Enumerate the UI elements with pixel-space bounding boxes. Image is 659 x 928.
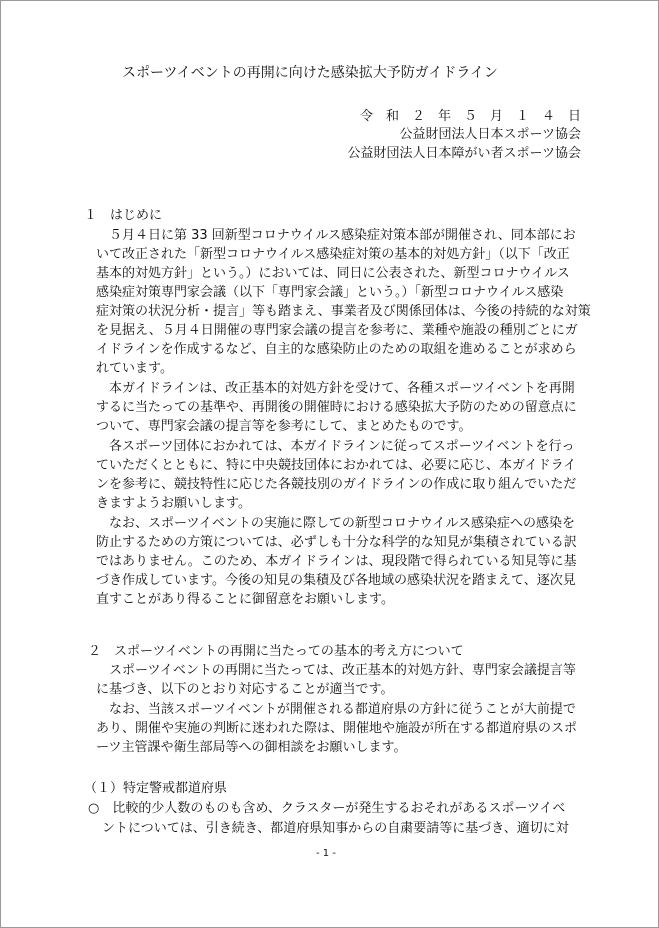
paragraph-line: ついて、専門家会議の提言等を参考にして、まとめたものです。: [96, 419, 472, 434]
paragraph-line: するに当たっての基準や、再開後の開催時における感染拡大予防のための留意点に: [96, 400, 577, 415]
paragraph-line: なお、スポーツイベントの実施に際しての新型コロナウイルス感染症への感染を: [109, 516, 576, 531]
paragraph-line: を見据え、５月４日開催の専門家会議の提言を参考に、業種や施設の種別ごとにガ: [96, 323, 578, 338]
paragraph-line: 症対策の状況分析・提言」等も踏まえ、事業者及び関係団体は、今後の持続的な対策: [96, 304, 591, 319]
paragraph-line: ンを参考に、競技特性に応じた各競技別のガイドラインの作成に取り組んでいただ: [96, 477, 577, 492]
bullet-item-line: ントについては、引き続き、都道府県知事からの自粛要請等に基づき、適切に対: [102, 821, 569, 836]
paragraph-line: 感染症対策専門家会議（以下「専門家会議」という。）「新型コロナウイルス感染: [96, 285, 564, 300]
paragraph-line: きますようお願いします。: [96, 496, 251, 511]
section-2-heading: ２ スポーツイベントの再開に当たっての基本的考え方について: [88, 644, 464, 659]
paragraph-line: 本ガイドラインは、改正基本的対処方針を受けて、各種スポーツイベントを再開: [109, 381, 575, 396]
page-number: - 1 -: [316, 848, 336, 859]
paragraph-line: スポーツイベントの再開に当たっては、改正基本的対処方針、専門家会議提言等: [109, 663, 576, 678]
paragraph-line: 基本的対処方針」という。）においては、同日に公表された、新型コロナウイルス: [96, 266, 570, 281]
issuer-line-2: 公益財団法人日本障がい者スポーツ協会: [347, 146, 581, 161]
paragraph-line: なお、当該スポーツイベントが開催される都道府県の方針に従うことが大前提で: [109, 702, 576, 717]
paragraph-line: れています。: [96, 361, 173, 376]
document-date: 令 和 ２ 年 ５ 月 １ ４ 日: [359, 109, 581, 124]
paragraph-line: ５月４日に第 33 回新型コロナウイルス感染症対策本部が開催され、同本部にお: [109, 228, 576, 243]
paragraph-line: 各スポーツ団体におかれては、本ガイドラインに従ってスポーツイベントを行っ: [109, 439, 575, 454]
paragraph-line: 直すことがあり得ることに御留意をお願いします。: [96, 592, 394, 607]
paragraph-line: イドラインを作成するなど、自主的な感染防止のための取組を進めることが求めら: [96, 342, 577, 357]
paragraph-line: に基づき、以下のとおり対応することが適当です。: [96, 682, 394, 697]
paragraph-line: ーツ主管課や衛生部局等への御相談をお願いします。: [96, 740, 407, 755]
document-title: スポーツイベントの再開に向けた感染拡大予防ガイドライン: [122, 65, 498, 81]
paragraph-line: 防止するための方策については、必ずしも十分な科学的な知見が集積されている訳: [96, 535, 577, 550]
bullet-item-line: ○ 比較的少人数のものも含め、クラスターが発生するおそれがあるスポーツイベ: [88, 801, 566, 816]
section-3-heading: （１）特定警戒都道府県: [84, 781, 228, 796]
section-1-heading: １ はじめに: [84, 208, 163, 223]
paragraph-line: ていただくとともに、特に中央競技団体におかれては、必要に応じ、本ガイドライ: [96, 458, 577, 473]
paragraph-line: いて改正された「新型コロナウイルス感染症対策の基本的対処方針」（以下「改正: [96, 247, 570, 262]
paragraph-line: あり、開催や実施の判断に迷われた際は、開催地や施設が所在する都道府県のスポ: [96, 721, 578, 736]
issuer-line-1: 公益財団法人日本スポーツ協会: [399, 127, 581, 142]
paragraph-line: づき作成しています。今後の知見の集積及び各地域の感染状況を踏まえて、逐次見: [96, 573, 576, 588]
paragraph-line: ではありません。このため、本ガイドラインは、現段階で得られている知見等に基: [96, 554, 577, 569]
